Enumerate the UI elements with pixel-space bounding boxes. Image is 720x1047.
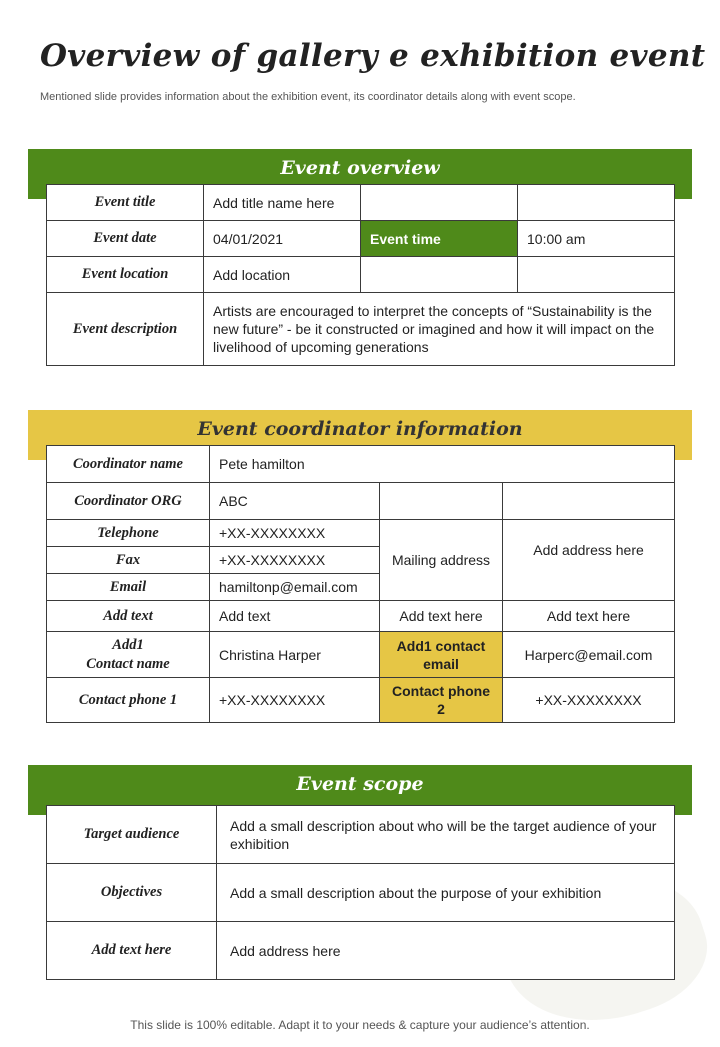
event-title-value[interactable]: Add title name here [204,185,361,221]
add-text-label: Add text [47,601,210,632]
table-row [47,632,675,678]
scope-heading: Event scope [28,765,692,815]
target-audience-label: Target audience [47,806,217,864]
coordinator-name-label: Coordinator name [47,446,210,483]
email-label: Email [47,574,210,601]
contact-email-label: Add1 contact email [380,632,503,678]
page-subtitle: Mentioned slide provides information about the exhibition event, its coordinator details along with event scope. [40,91,576,103]
contact-name-label-line1: Add1 [112,636,144,653]
contact-name-label [47,632,210,678]
event-title-label: Event title [47,185,204,221]
empty-cell [380,483,503,520]
table-row [47,922,675,980]
coordinator-name-value[interactable]: Pete hamilton [210,446,675,483]
table-row [47,520,675,547]
objectives-label: Objectives [47,864,217,922]
add-text-here-1[interactable]: Add text here [380,601,503,632]
contact-phone-1-value[interactable]: +XX-XXXXXXXX [210,678,380,723]
table-row [47,221,675,257]
contact-phone-1-label: Contact phone 1 [47,678,210,723]
event-description-label: Event description [47,293,204,366]
target-audience-value[interactable]: Add a small description about who will be the target audience of your exhibition [217,806,675,864]
footer-note: This slide is 100% editable. Adapt it to your needs & capture your audience’s attention. [130,1018,590,1032]
contact-phone-2-label: Contact phone 2 [380,678,503,723]
coordinator-org-label: Coordinator ORG [47,483,210,520]
table-row [47,185,675,221]
table-row [47,446,675,483]
table-row [47,293,675,366]
empty-cell [503,483,675,520]
fax-label: Fax [47,547,210,574]
telephone-label: Telephone [47,520,210,547]
telephone-value[interactable]: +XX-XXXXXXXX [210,520,380,547]
table-row [47,806,675,864]
table-row [47,864,675,922]
fax-value[interactable]: +XX-XXXXXXXX [210,547,380,574]
contact-name-value[interactable]: Christina Harper [210,632,380,678]
scope-table [46,805,675,980]
mailing-address-value[interactable]: Add address here [503,520,675,601]
scope-add-text-value[interactable]: Add address here [217,922,675,980]
event-time-value[interactable]: 10:00 am [518,221,675,257]
event-location-value[interactable]: Add location [204,257,361,293]
event-date-label: Event date [47,221,204,257]
coordinator-table [46,445,675,723]
table-row [47,257,675,293]
add-text-value[interactable]: Add text [210,601,380,632]
objectives-value[interactable]: Add a small description about the purpose of your exhibition [217,864,675,922]
page-title: Overview of gallery e exhibition event [40,38,706,74]
coordinator-org-value[interactable]: ABC [210,483,380,520]
coordinator-heading: Event coordinator information [28,410,692,460]
empty-cell [518,257,675,293]
contact-name-label-line2: Contact name [86,655,170,672]
scope-add-text-label: Add text here [47,922,217,980]
empty-cell [361,185,518,221]
event-time-label: Event time [361,221,518,257]
table-row [47,678,675,723]
empty-cell [518,185,675,221]
table-row [47,483,675,520]
table-row [47,601,675,632]
add-text-here-2[interactable]: Add text here [503,601,675,632]
contact-phone-2-value[interactable]: +XX-XXXXXXXX [503,678,675,723]
overview-heading: Event overview [28,149,692,199]
empty-cell [361,257,518,293]
event-location-label: Event location [47,257,204,293]
mailing-address-label: Mailing address [380,520,503,601]
contact-email-value[interactable]: Harperc@email.com [503,632,675,678]
email-value[interactable]: hamiltonp@email.com [210,574,380,601]
overview-table [46,184,675,366]
event-description-value[interactable]: Artists are encouraged to interpret the concepts of “Sustainability is the new future” - be it constructed or imagined and how it will impact on the livelihood of upcoming generations [204,293,675,366]
event-date-value[interactable]: 04/01/2021 [204,221,361,257]
